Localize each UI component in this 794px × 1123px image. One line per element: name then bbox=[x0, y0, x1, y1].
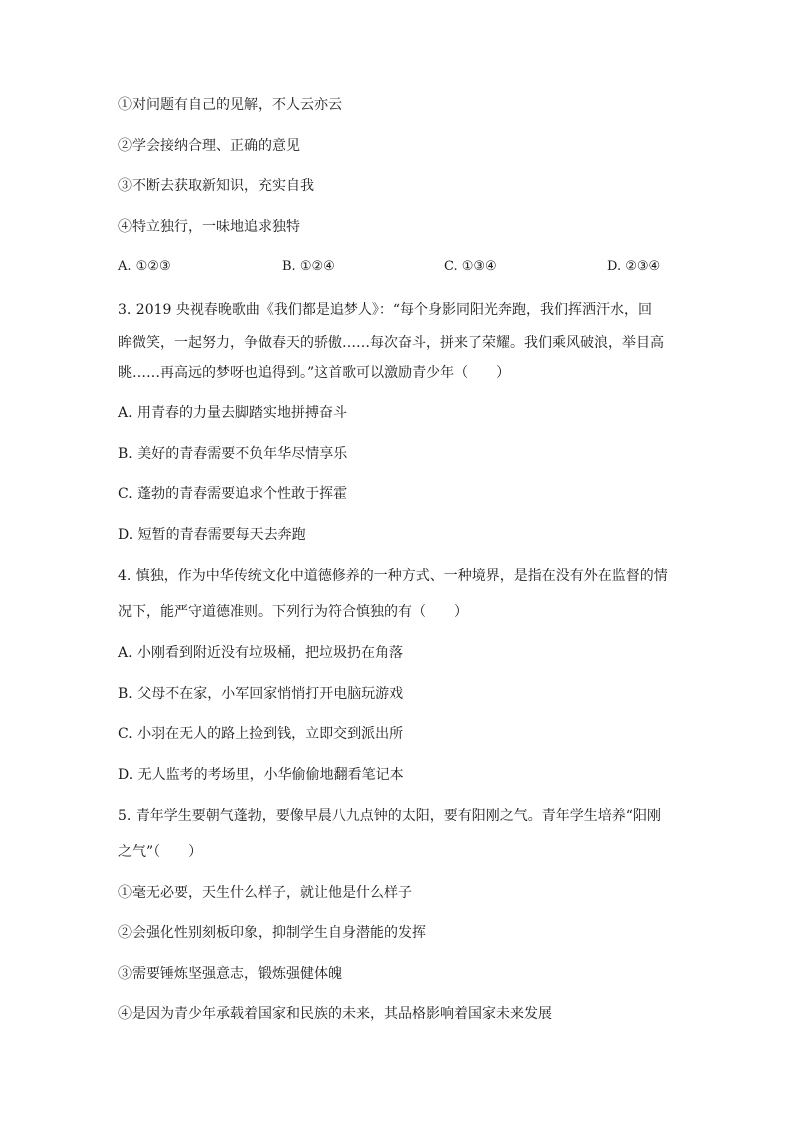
q5-statement-1: ①毫无必要，天生什么样子，就让他是什么样子 bbox=[118, 885, 412, 901]
q3-stem-line-1: 3. 2019 央视春晚歌曲《我们都是追梦人》：“每个身影同阳光奔跑，我们挥洒汗水，回 bbox=[118, 302, 653, 318]
q3-option-d: D. 短暂的青春需要每天去奔跑 bbox=[118, 527, 306, 543]
q4-stem-line-2: 况下，能严守道德准则。下列行为符合慎独的有（ ） bbox=[118, 604, 468, 620]
q5-stem-line-2: 之气”（ ） bbox=[118, 844, 203, 860]
q4-option-c: C. 小羽在无人的路上捡到钱，立即交到派出所 bbox=[118, 726, 404, 742]
q4-stem-line-1: 4. 慎独，作为中华传统文化中道德修养的一种方式、一种境界，是指在没有外在监督的情 bbox=[118, 568, 668, 584]
q3-stem-line-2: 眸微笑，一起努力，争做春天的骄傲……每次奋斗，拼来了荣耀。我们乘风破浪，举目高 bbox=[118, 335, 664, 351]
q2-statement-3: ③不断去获取新知识，充实自我 bbox=[118, 178, 314, 194]
q3-option-b: B. 美好的青春需要不负年华尽情享乐 bbox=[118, 446, 348, 462]
q3-option-a: A. 用青春的力量去脚踏实地拼搏奋斗 bbox=[118, 405, 348, 421]
q3-option-c: C. 蓬勃的青春需要追求个性敢于挥霍 bbox=[118, 486, 348, 502]
q2-choice-d: D. ②③④ bbox=[607, 259, 661, 274]
q2-statement-4: ④特立独行，一味地追求独特 bbox=[118, 219, 300, 235]
q4-option-b: B. 父母不在家，小军回家悄悄打开电脑玩游戏 bbox=[118, 686, 404, 702]
q5-stem-line-1: 5. 青年学生要朝气蓬勃，要像早晨八九点钟的太阳，要有阳刚之气。青年学生培养“阳刚 bbox=[118, 808, 661, 824]
q2-choice-c: C. ①③④ bbox=[444, 259, 497, 274]
q2-choice-b: B. ①②④ bbox=[282, 259, 335, 274]
q5-statement-2: ②会强化性别刻板印象，抑制学生自身潜能的发挥 bbox=[118, 925, 426, 941]
q5-statement-4: ④是因为青少年承载着国家和民族的未来，其品格影响着国家未来发展 bbox=[118, 1006, 552, 1022]
q4-option-d: D. 无人监考的考场里，小华偷偷地翻看笔记本 bbox=[118, 767, 404, 783]
q2-statement-2: ②学会接纳合理、正确的意见 bbox=[118, 138, 300, 154]
q2-statement-1: ①对问题有自己的见解，不人云亦云 bbox=[118, 97, 342, 113]
q3-stem-line-3: 眺……再高远的梦呀也追得到。”这首歌可以激励青少年（ ） bbox=[118, 365, 511, 381]
q5-statement-3: ③需要锤炼坚强意志，锻炼强健体魄 bbox=[118, 966, 342, 982]
q4-option-a: A. 小刚看到附近没有垃圾桶，把垃圾扔在角落 bbox=[118, 645, 404, 661]
q2-choice-a: A. ①②③ bbox=[118, 259, 171, 274]
